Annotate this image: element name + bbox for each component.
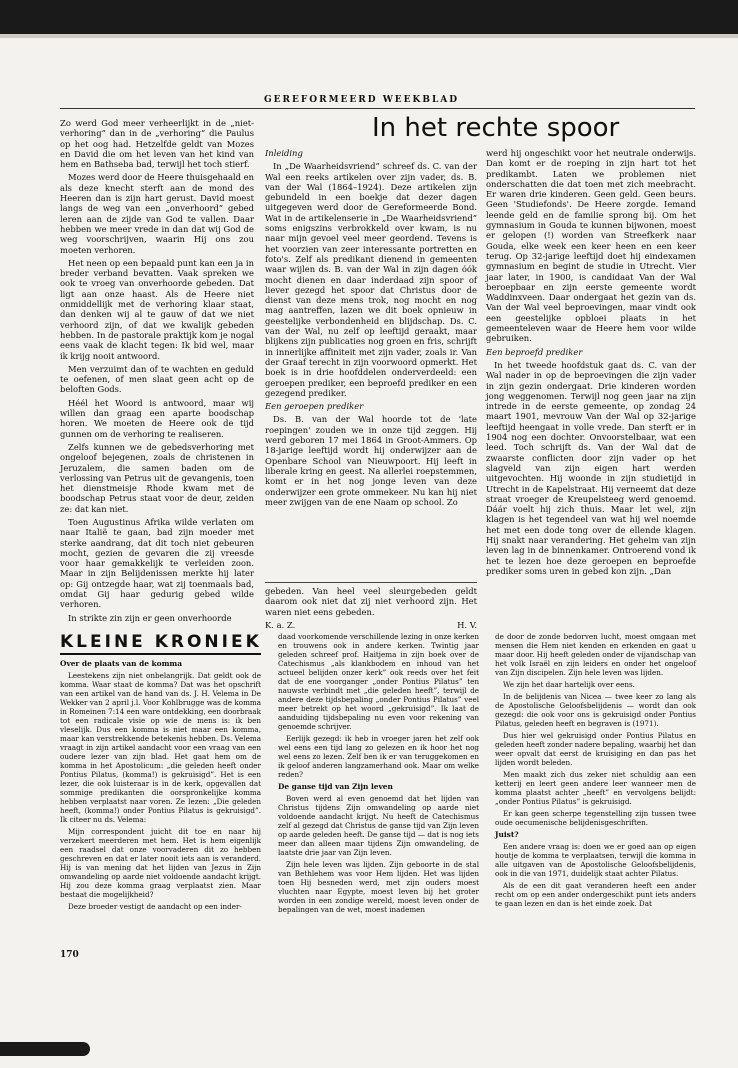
- paragraph: Mijn correspondent juicht dit toe en naar hij verzekert meerderen met hem. Het is hem eigenlijk een raadsel dat onze voorvaderen dit zo hebben geschreven en dat er later nooit iets aan is veranderd. Hij is van mening dat het lijden van Jezus in Zijn omwandeling op aarde niet voldoende aandacht krijgt. Hij zou deze komma graag verplaatst zien. Maar bestaat die mogelijkheid?: [60, 827, 261, 899]
- paragraph: de door de zonde bedorven lucht, moest omgaan met mensen die Hem niet kenden en erkenden en gaat u maar door. Hij heeft geleden onder de vijandschap van het volk Israël en zijn leiders en onder het ongeloof van Zijn discipelen. Zijn hele leven was lijden.: [495, 632, 696, 677]
- scan-edge-mark: [0, 1042, 90, 1056]
- paragraph: Zo werd God meer verheerlijkt in de „niet-verhoring” dan in de „verhoring” die Paulus op het oog had. Hetzelfde geldt van Mozes en David die om het leven van het kind van hem en Bathseba bad, terwijl het toch stierf.: [60, 118, 254, 170]
- paragraph: Zelfs kunnen we de gebedsverhoring met ongeloof bejegenen, zoals de christenen in Jeruzalem, die samen baden om de verlossing van Petrus uit de gevangenis, toen het dienstmeisje Rhode kwam met de boodschap Petrus staat voor de deur, zeiden ze: dat kan niet.: [60, 441, 254, 514]
- paragraph: Dus hier wel gekruisigd onder Pontius Pilatus en geleden heeft zonder nadere bepaling, waarbij het dan weer opvalt dat eerst de kruisiging en dan pas het lijden wordt beleden.: [495, 731, 696, 767]
- paragraph: Deze broeder vestigt de aandacht op een inder-: [68, 902, 242, 911]
- kroniek-column-middle: [278, 632, 479, 917]
- paragraph: Men maakt zich dus zeker niet schuldig aan een ketterij en leert geen andere leer wanneer men de komma plaatst achter „heeft” en vervolgens belijdt: „onder Pontius Pilatus” is gekruisigd.: [495, 770, 696, 806]
- kroniek-column-right: [495, 632, 696, 911]
- signature-row: [265, 620, 477, 630]
- subheading: De ganse tijd van Zijn leven: [278, 782, 393, 791]
- paragraph: Leestekens zijn niet onbelangrijk. Dat geldt ook de komma. Waar staat de komma? Dat was het opschrift van een artikel van de hand van ds. J. H. Velema in De Wekker van 2 april j.l. Voor Kohlbrugge was de komma in Romeinen 7:14 een ware ontdekking, een doorbraak tot een radicale visie op wie de mens is: ik ben vleselijk. Dus een komma is niet maar een komma, maar kan verstrekkende betekenis hebben. Ds. Velema vraagt in zijn artikel aandacht voor een vraag van een oudere lezer van zijn blad. Het gaat hem om de komma in het Apostolicum: „die geleden heeft onder Pontius Pilatus, (komma!) is gekruisigd”. Het is een lezer, die ook luisteraar is in de kerk, opgevallen dat sommige predikanten die oorspronkelijke komma hebben verplaatst naar voren. Ze lezen: „Die geleden heeft, (komma!) onder Pontius Pilatus is gekruisigd”. Ik citeer nu ds. Velema:: [60, 671, 261, 824]
- subheading: Inleiding: [265, 148, 303, 158]
- paragraph: Er kan geen scherpe tegenstelling zijn tussen twee oude oecumenische belijdenisgeschriften.: [495, 809, 696, 827]
- paragraph: In „De Waarheidsvriend” schreef ds. C. van der Wal een reeks artikelen over zijn vader, ds. B. van der Wal (1864–1924). Deze artikelen zijn gebundeld in een boekje dat dezer dagen uitgegeven werd door de Gereformeerde Bond. Wat in de artikelenserie in „De Waarheidsvriend” soms enigszins verbrokkeld over kwam, is nu naar mijn gevoel veel meer geordend. Tevens is het voorzien van zeer interessante portretten en foto's. Zelf als predikant dienend in gemeenten waar wijlen ds. B. van der Wal in zijn dagen óók mocht dienen en daar inderdaad zijn spoor of liever gezegd het spoor dat Christus door de dienst van deze mens trok, nog mocht en nog mag aantreffen, lazen we dit boek opnieuw in geestelijke verbondenheid en blijdschap. Ds. C. van der Wal, nu zelf op leeftijd geraakt, maar blijkens zijn publicaties nog groen en fris, schrijft in innerlijke affiniteit met zijn vader, zoals ir. Van der Graaf terecht in zijn voorwoord opmerkt. Het boek is in drie hoofddelen onderverdeeld: een geroepen prediker, een beproefd prediker en een gezegend prediker.: [265, 161, 477, 398]
- column-middle-end: [265, 586, 477, 630]
- paragraph: daad voorkomende verschillende lezing in onze kerken en trouwens ook in andere kerken. Twintig jaar geleden schreef prof. Haitjema in zijn boek over de Catechismus „als klankbodem en inhoud van het actueel belijden onzer kerk” ook reeds over het feit dat de ene voorganger „onder Pontius Pilatus” ten nauwste verbindt met „die geleden heeft”, terwijl de andere deze tijdsbepaling „onder Pontius Pilatus” veel meer betrekt op het woord „gekruisigd”. Ik laat de aanduiding tijdsbepaling nu even voor rekening van genoemde schrijver.: [278, 632, 479, 731]
- masthead-rule: [60, 108, 695, 109]
- column-left: [60, 118, 254, 626]
- paragraph: We zijn het daar hartelijk over eens.: [503, 680, 635, 689]
- section-title-rule: [60, 653, 261, 655]
- paragraph: Men verzuimt dan of te wachten en geduld te oefenen, of men slaat geen acht op de beloften Gods.: [60, 363, 254, 395]
- subheading: Een beproefd prediker: [486, 346, 583, 357]
- column-right: [486, 148, 696, 579]
- section-title: KLEINE KRONIEK: [60, 632, 262, 652]
- paragraph: Héél het Woord is antwoord, maar wij willen dan graag een aparte boodschap horen. We moeten de Heere ook de tijd gunnen om de verhoring te realiseren.: [60, 397, 254, 439]
- page-number: 170: [60, 950, 79, 960]
- paragraph: Toen Augustinus Afrika wilde verlaten om naar Italië te gaan, bad zijn moeder met sterke aandrang, dat dit toch niet gebeuren mocht, gezien de gevaren die zij vreesde voor haar gemakkelijk te verleiden zoon. Maar in zijn Belijdenissen merkte hij later op: Gij ontzegde haar, wat zij toenmaals bad, omdat Gij haar gedurig gebed wilde verhoren.: [60, 516, 254, 610]
- paragraph: Ds. B. van der Wal hoorde tot de 'late roepingen' zouden we in onze tijd zeggen. Hij werd geboren 17 mei 1864 in Groot-Ammers. Op 18-jarige leeftijd wordt hij onderwijzer aan de Openbare School van Nieuwpoort. Hij leeft in liberale kring en geest. Na allerlei roepstemmen, komt er in het nog jonge leven van deze onderwijzer een grote ommekeer. Nu kan hij niet meer zwijgen van de ene Naam op school. Zo: [265, 414, 477, 507]
- paragraph: Mozes werd door de Heere thuisgehaald en als deze knecht sterft aan de mond des Heeren dan is zijn hart gerust. David moest langs de weg van een „onverhoord” gebed leren aan de zijde van God te vallen. Daar hebben we meer vrede in dan dat wij God de weg voorschrijven, waarin Hij ons zou moeten verhoren.: [60, 172, 254, 255]
- paragraph: gebeden. Van heel veel sleurgebeden geldt daarom ook niet dat zij niet verhoord zijn. Het waren niet eens gebeden.: [265, 586, 477, 617]
- subheading: Over de plaats van de komma: [60, 659, 182, 668]
- paragraph: Boven werd al even genoemd dat het lijden van Christus tijdens Zijn omwandeling op aarde niet voldoende aandacht krijgt. Nu heeft de Catechismus zelf al gezegd dat Christus de ganse tijd van Zijn leven op aarde geleden heeft. De ganse tijd — dat is nog iets meer dan alleen maar tijdens Zijn omwandeling, de laatste drie jaar van Zijn leven.: [278, 794, 479, 857]
- subheading: Juist?: [495, 830, 519, 839]
- subheading: Een geroepen prediker: [265, 401, 364, 412]
- column-rule: [265, 582, 477, 583]
- page-fold-shadow: [0, 34, 738, 38]
- signature-left: K. a. Z.: [265, 619, 296, 630]
- paragraph: Het neen op een bepaald punt kan een ja in breder verband bevatten. Vaak spreken we ook te vroeg van onverhoorde gebeden. Dat ligt aan onze haast. Als de Heere niet onmiddellijk met de verhoring klaar staat, dan denken wij al te gauw of dat we niet verhoord zijn, of dat we kwalijk gebeden hebben. In de pastorale praktijk kom je nogal eens vaak de klacht tegen: Ik bid wel, maar ik krijg nooit antwoord.: [60, 257, 254, 361]
- paragraph: Eerlijk gezegd: ik heb in vroeger jaren het zelf ook wel eens een tijd lang zo gelezen en ik hoor het nog wel eens zo lezen. Zelf ben ik er van teruggekomen en ik geloof anderen langzamerhand ook. Maar om welke reden?: [278, 734, 479, 779]
- paragraph: Een andere vraag is: doen we er goed aan op eigen houtje de komma te verplaatsen, terwijl die komma in alle uitgaven van de Apostolische Geloofsbelijdenis, ook in die van 1971, duidelijk staat achter Pilatus.: [495, 842, 696, 878]
- column-middle: [265, 148, 477, 510]
- article-headline: In het rechte spoor: [372, 113, 620, 143]
- paragraph: In strikte zin zijn er geen onverhoorde: [68, 612, 232, 623]
- paragraph: Als de een dit gaat veranderen heeft een ander recht om op een ander ondergeschikt punt iets anders te gaan lezen en dan is het einde zoek. Dat: [495, 881, 696, 908]
- scan-top-border: [0, 0, 738, 34]
- kroniek-column-left: [60, 656, 261, 914]
- paragraph: werd hij ongeschikt voor het neutrale onderwijs. Dan komt er de roeping in zijn hart tot het predikambt. Laten we problemen niet onderschatten die dat toen met zich meebracht. Er waren drie kinderen. Geen geld. Geen beurs. Geen 'Studiefonds'. De Heere zorgde. Iemand leende geld en de familie sprong bij. Om het gymnasium in Gouda te kunnen bijwonen, moest er gelopen (!) worden van Streefkerk naar Gouda, elke week een keer heen en een keer terug. Op 32-jarige leeftijd doet hij eindexamen gymnasium en begint de studie in Utrecht. Vier jaar later, in 1900, is candidaat Van der Wal beroepbaar en zijn eerste gemeente wordt Waddinxveen. Daar ondergaat het gezin van ds. Van der Wal veel beproevingen, maar vindt ook een geestelijke opbloei plaats in het gemeenteleven waar de Heere hem voor wilde gebruiken.: [486, 148, 696, 344]
- paragraph: In het tweede hoofdstuk gaat ds. C. van der Wal nader in op de beproevingen die zijn vader in zijn gezin ondergaat. Drie kinderen worden jong weggenomen. Terwijl nog geen jaar na zijn intrede in de eerste gemeente, op zondag 24 maart 1901, mevrouw Van der Wal op 32-jarige leeftijd heengaat in volle vrede. Dan sterft er in 1904 nog een dochter. Onvoorstelbaar, wat een leed. Toch schrijft ds. Van der Wal dat de zwaarste conflicten door zijn vader op het slagveld van zijn eigen hart werden uitgevochten. Hij woonde in zijn studietijd in Utrecht in de Kapelstraat. Hij verneemt dat deze straat vroeger de Kreupelsteeg werd genoemd. Dáár voelt hij zich thuis. Maar let wel, zijn klagen is het tegendeel van wat hij wel noemde het met een dode tong over de ellende klagen. Hij snakt naar verandering. Het geheim van zijn leven lag in de binnenkamer. Ontroerend vond ik het te lezen hoe deze geroepen en beproefde prediker soms uren in gebed kon zijn. „Dan: [486, 359, 696, 576]
- paragraph: Zijn hele leven was lijden. Zijn geboorte in de stal van Bethlehem was voor Hem lijden. Het was lijden toen Hij besneden werd, met zijn ouders moest vluchten naar Egypte, moest leven bij het groter worden in een zondige wereld, moest leven onder de bepalingen van de wet, moest inademen: [278, 860, 479, 914]
- signature-right: H. V.: [457, 619, 477, 630]
- masthead: GEREFORMEERD WEEKBLAD: [264, 95, 460, 105]
- paragraph: In de belijdenis van Nicea — twee keer zo lang als de Apostolische Geloofsbelijdenis — wordt dan ook gezegd: die ook voor ons is gekruisigd onder Pontius Pilatus, geleden heeft en begraven is (1971).: [495, 692, 696, 728]
